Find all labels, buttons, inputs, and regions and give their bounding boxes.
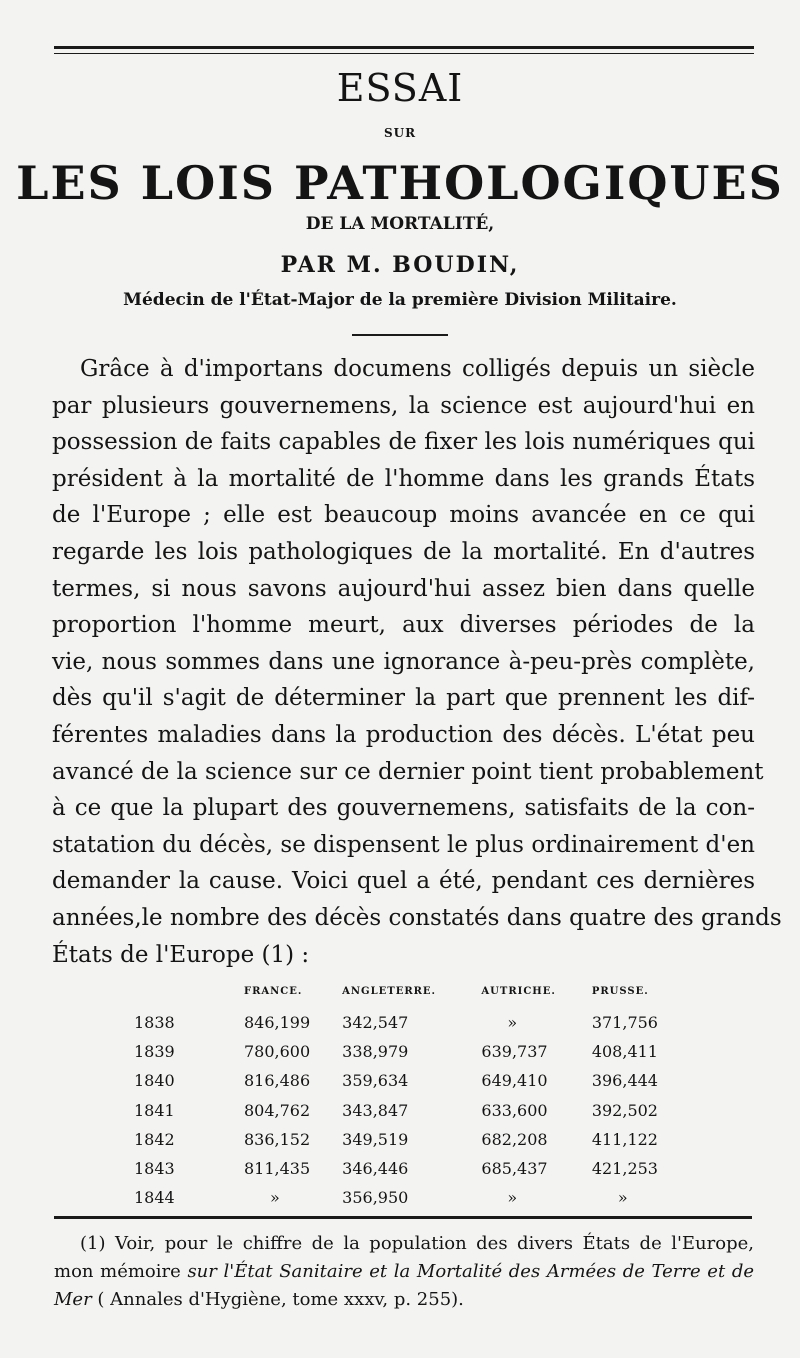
table-cell-year: 1844 <box>134 1188 175 1208</box>
table-cell: » <box>507 1013 518 1033</box>
table-row <box>120 1096 690 1125</box>
table-cell-year: 1838 <box>134 1013 175 1033</box>
table-header-row <box>120 982 690 1008</box>
body-line: Grâce à d'importans documens colligés depuis un siècle <box>80 356 755 382</box>
table-cell: 682,208 <box>481 1129 548 1149</box>
author-affiliation: Médecin de l'État-Major de la première Division Militaire. <box>123 290 677 310</box>
table-row <box>120 1125 690 1154</box>
table-header-angleterre: ANGLETERRE. <box>342 985 437 997</box>
table-cell: 342,547 <box>342 1013 409 1033</box>
table-cell: 846,199 <box>244 1013 311 1033</box>
table-cell-year: 1842 <box>134 1129 175 1149</box>
body-line: de l'Europe ; elle est beaucoup moins avancée en ce qui <box>52 502 755 529</box>
table-cell: 685,437 <box>481 1159 548 1179</box>
body-line: proportion l'homme meurt, aux diverses périodes de la <box>52 612 755 639</box>
table-cell: 346,446 <box>342 1159 409 1179</box>
title-separator <box>352 334 448 336</box>
table-cell-year: 1841 <box>134 1100 175 1120</box>
table-cell: 421,253 <box>591 1159 658 1179</box>
footnote-text: mon mémoire <box>54 1261 188 1282</box>
table-cell: 836,152 <box>244 1129 311 1149</box>
table-header-prusse: PRUSSE. <box>591 985 649 997</box>
table-cell: 816,486 <box>244 1071 311 1091</box>
table-cell: 343,847 <box>342 1100 409 1120</box>
body-line: États de l'Europe (1) : <box>52 941 310 968</box>
footnote-title: sur l'État Sanitaire et la Mortalité des Armées de Terre et de <box>187 1261 754 1282</box>
main-title: LES LOIS PATHOLOGIQUES <box>16 156 784 210</box>
footnote-line <box>54 1258 754 1286</box>
table-header-autriche: AUTRICHE. <box>481 985 556 997</box>
table-row <box>120 1008 690 1037</box>
table-cell: 639,737 <box>481 1042 548 1062</box>
mortality-table <box>120 982 690 1212</box>
table-cell: 408,411 <box>591 1042 658 1062</box>
table-cell: 338,979 <box>342 1042 409 1062</box>
table-cell: 804,762 <box>244 1100 311 1120</box>
table-cell: 392,502 <box>591 1100 658 1120</box>
author-line: PAR M. BOUDIN, <box>280 252 520 278</box>
table-row <box>120 1066 690 1095</box>
table-cell: » <box>507 1188 518 1208</box>
table-cell: » <box>270 1188 280 1208</box>
table-cell: 359,634 <box>342 1071 409 1091</box>
table-cell: 349,519 <box>342 1129 409 1149</box>
body-line: vie, nous sommes dans une ignorance à-peu-près complète, <box>52 648 755 675</box>
table-cell: 780,600 <box>244 1042 311 1062</box>
subtitle: DE LA MORTALITÉ, <box>305 214 495 234</box>
footnote-line <box>54 1286 754 1314</box>
table-cell-year: 1840 <box>134 1071 175 1091</box>
table-cell: 811,435 <box>244 1159 311 1179</box>
body-line: président à la mortalité de l'homme dans les grands États <box>52 465 755 492</box>
body-line: termes, si nous savons aujourd'hui assez bien dans quelle <box>52 575 755 602</box>
body-line: regarde les lois pathologiques de la mortalité. En d'autres <box>52 538 755 565</box>
body-line: avancé de la science sur ce dernier point tient probablement <box>52 758 764 785</box>
body-line: statation du décès, se dispensent le plus ordinairement d'en <box>52 831 755 858</box>
table-cell: 371,756 <box>591 1013 658 1033</box>
table-cell: » <box>617 1188 628 1208</box>
footnote-title-end: Mer <box>54 1289 92 1310</box>
body-line: férentes maladies dans la production des décès. L'état peu <box>52 721 755 748</box>
table-header <box>120 982 244 1008</box>
title-essai: ESSAI <box>336 66 464 110</box>
table-cell: 356,950 <box>342 1188 409 1208</box>
title-sur: SUR <box>383 126 417 140</box>
table-cell: 633,600 <box>481 1100 548 1120</box>
table-cell: 411,122 <box>591 1129 658 1149</box>
body-line: années,le nombre des décès constatés dans quatre des grands <box>52 904 782 931</box>
table-cell-year: 1839 <box>134 1042 175 1062</box>
body-paragraph <box>52 351 782 973</box>
table-header-france: FRANCE. <box>244 985 303 997</box>
body-line: par plusieurs gouvernemens, la science est aujourd'hui en <box>52 392 755 419</box>
table-row <box>120 1037 690 1066</box>
footnote-reference: ( Annales d'Hygiène, tome xxxv, p. 255). <box>91 1289 464 1310</box>
footnote <box>54 1230 754 1314</box>
body-line: demander la cause. Voici quel a été, pendant ces dernières <box>52 868 755 895</box>
table-row <box>120 1183 690 1212</box>
table-cell-year: 1843 <box>134 1159 175 1179</box>
table-cell: 649,410 <box>481 1071 548 1091</box>
body-line: possession de faits capables de fixer les lois numériques qui <box>52 429 755 456</box>
table-row <box>120 1154 690 1183</box>
footnote-rule <box>54 1216 752 1219</box>
table-cell: 396,444 <box>591 1071 658 1091</box>
top-rule <box>54 46 754 49</box>
body-line: dès qu'il s'agit de déterminer la part que prennent les dif- <box>52 685 755 712</box>
footnote-line: (1) Voir, pour le chiffre de la population des divers États de l'Europe, <box>80 1233 754 1254</box>
body-line: à ce que la plupart des gouvernemens, satisfaits de la con- <box>52 795 755 822</box>
